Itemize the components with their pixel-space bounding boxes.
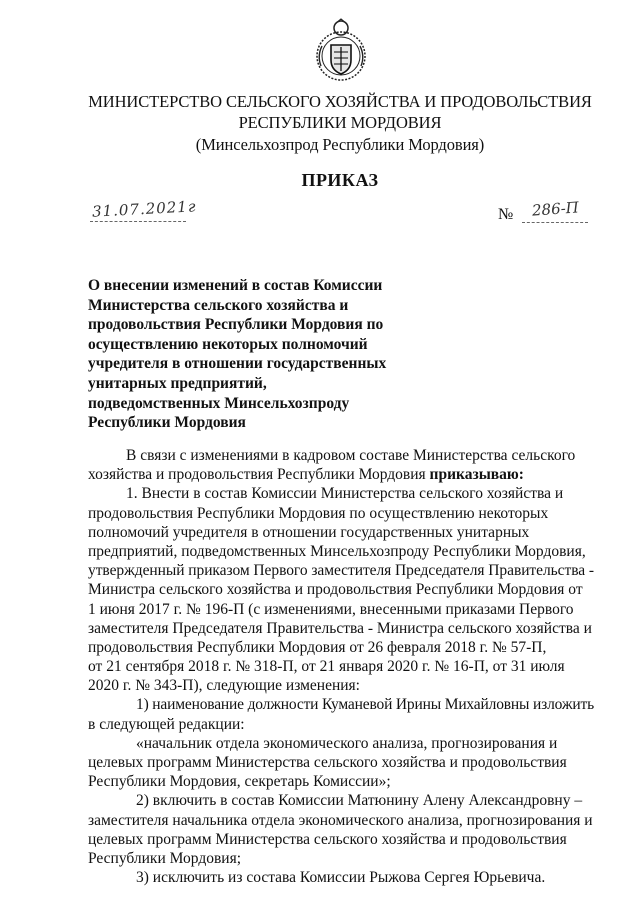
item1-line: от 21 сентября 2018 г. № 318-П, от 21 января 2020 г. № 16-П, от 31 июля [88, 658, 565, 676]
coat-of-arms-emblem [313, 18, 369, 88]
subitem2-line: целевых программ Министерства сельского хозяйства и продовольствия [88, 830, 567, 848]
order-body [88, 446, 594, 887]
ministry-name-line1: МИНИСТЕРСТВО СЕЛЬСКОГО ХОЗЯЙСТВА И ПРОДОВОЛЬСТВИЯ [88, 92, 592, 111]
subitem1-line: 1) наименование должности Куманевой Ирины Михайловны изложить [136, 696, 594, 714]
subject-line: О внесении изменений в состав Комиссии [88, 277, 383, 294]
handwritten-order-number: 286-П [531, 198, 580, 220]
date-underline [90, 221, 186, 222]
ministry-name-line2: РЕСПУБЛИКИ МОРДОВИЯ [238, 113, 442, 132]
intro-text: хозяйства и продовольствия Республики Мордовия [88, 466, 430, 484]
number-underline [522, 222, 588, 223]
item1-line: 1 июня 2017 г. № 196-П (с изменениями, внесенными приказами Первого [88, 600, 574, 618]
subitem3-line: 3) исключить из состава Комиссии Рыжова Сергея Юрьевича. [136, 869, 546, 887]
subject-line: унитарных предприятий, [88, 374, 267, 392]
subitem2-line: Республики Мордовия; [88, 849, 242, 867]
item1-line: продовольствия Республики Мордовия от 26 февраля 2018 г. № 57-П, [88, 638, 547, 656]
item1-line: 2020 г. № 343-П), следующие изменения: [88, 677, 360, 695]
intro-line: В связи с изменениями в кадровом составе Министерства сельского [126, 447, 576, 464]
number-sign: № [498, 206, 514, 223]
order-verb: приказываю: [429, 466, 524, 484]
quote-line: «начальник отдела экономического анализа, прогнозирования и [136, 734, 558, 752]
subitem1-line: в следующей редакции: [88, 715, 245, 733]
item1-line: предприятий, подведомственных Минсельхозпроду Республики Мордовия, [88, 542, 586, 560]
subject-line: подведомственных Минсельхозпроду [88, 394, 350, 412]
item1-line: Министра сельского хозяйства и продовольствия Республики Мордовия от [88, 581, 583, 599]
ministry-short-name: (Минсельхозпрод Республики Мордовия) [195, 135, 485, 154]
subject-line: Республики Мордовия [88, 414, 246, 432]
subitem2-line: заместителя начальника отдела экономического анализа, прогнозирования и [88, 811, 593, 829]
order-subject [88, 276, 388, 433]
item1-line: продовольствия Республики Мордовия по осуществлению некоторых [88, 504, 549, 522]
intro-line [88, 465, 594, 484]
subject-line: осуществлению некоторых полномочий [88, 335, 368, 353]
handwritten-date: 31.07.2021г [91, 197, 197, 221]
subject-line: продовольствия Республики Мордовия по [88, 316, 384, 334]
subitem2-line: 2) включить в состав Комиссии Матюнину Алену Александровну – [136, 792, 583, 810]
document-type-title: ПРИКАЗ [301, 170, 379, 190]
item1-line: полномочий учредителя в отношении государственных унитарных [88, 523, 530, 541]
item1-line: заместителя Председателя Правительства - Министра сельского хозяйства и [88, 619, 592, 637]
item1-line: 1. Внести в состав Комиссии Министерства сельского хозяйства и [126, 485, 564, 503]
quote-line: целевых программ Министерства сельского хозяйства и продовольствия [88, 754, 567, 771]
subject-line: учредителя в отношении государственных [88, 355, 387, 373]
item1-line: утвержденный приказом Первого заместителя Председателя Правительства - [88, 562, 594, 580]
subject-line: Министерства сельского хозяйства и [88, 296, 349, 314]
quote-line: Республики Мордовия, секретарь Комиссии»; [88, 773, 391, 791]
